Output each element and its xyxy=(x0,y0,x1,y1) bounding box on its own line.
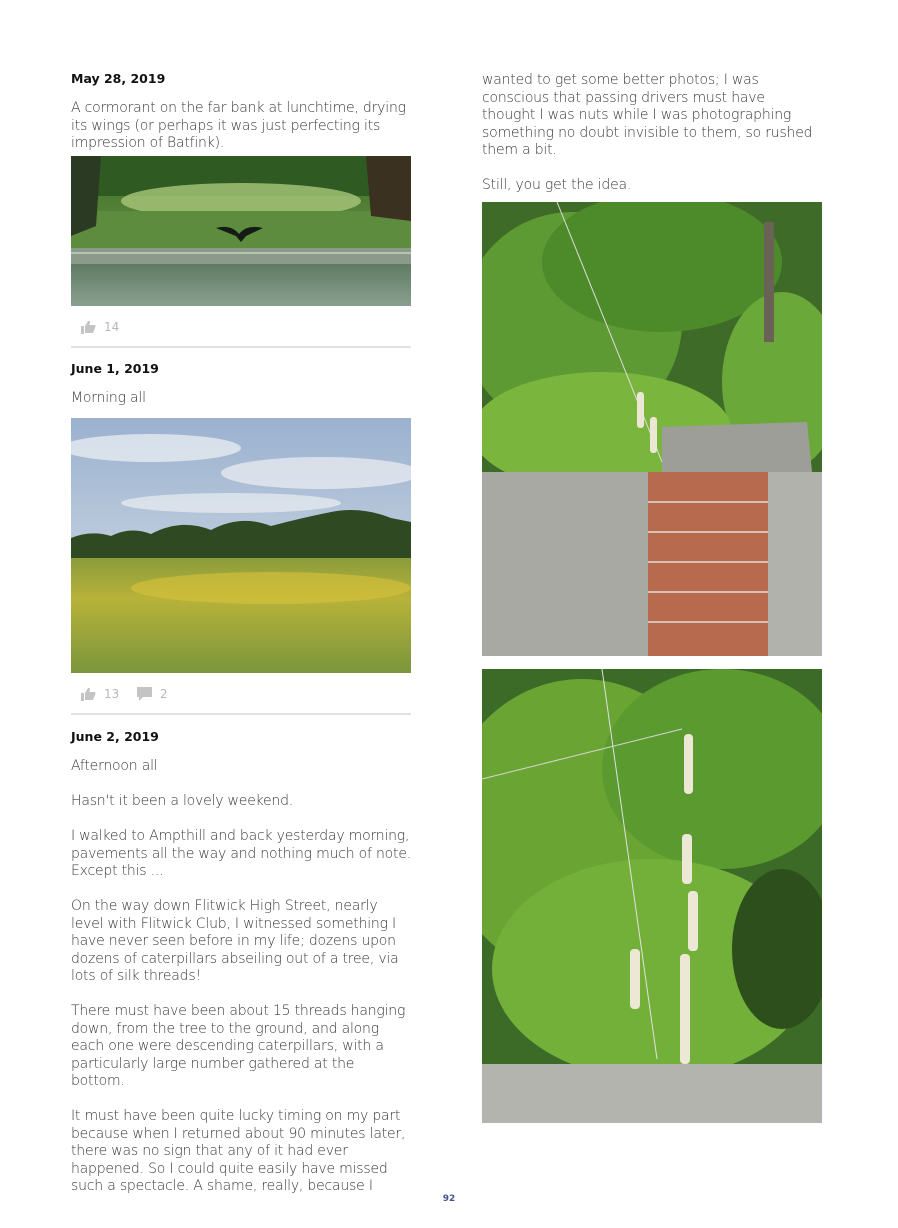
post-text: Still, you get the idea. xyxy=(482,177,632,193)
caterpillar-threads-photo xyxy=(482,669,822,1123)
post-text: wanted to get some better photos; I was conscious that passing drivers must have thought I was nuts while I was photographing something no doubt invisible to them, so rushed them a bit. xyxy=(482,72,813,158)
comment-count[interactable]: 2 xyxy=(137,687,168,701)
right-column xyxy=(482,72,822,1123)
speech-bubble-icon xyxy=(137,687,152,701)
post-text: Morning all xyxy=(71,389,146,406)
post-reactions xyxy=(71,306,411,348)
post-text: On the way down Flitwick High Street, nearly level with Flitwick Club, I witnessed something I have never seen before in my life; dozens upon dozens of caterpillars abseiling out of a tree, via lots of silk threads! xyxy=(71,898,399,984)
thumbs-up-icon xyxy=(81,687,96,701)
meadow-photo xyxy=(71,418,411,673)
post-date: May 28, 2019 xyxy=(71,71,166,86)
page-number: 92 xyxy=(442,1194,456,1204)
post-text: I walked to Ampthill and back yesterday morning, pavements all the way and nothing much of note. Except this ... xyxy=(71,828,411,879)
like-count[interactable]: 13 xyxy=(81,687,119,701)
post-text: There must have been about 15 threads hanging down, from the tree to the ground, and along each one were descending caterpillars, with a particularly large number gathered at the bottom. xyxy=(71,1003,406,1089)
thumbs-up-icon xyxy=(81,320,96,334)
post-reactions xyxy=(71,673,411,715)
left-column xyxy=(71,70,411,1196)
like-count[interactable]: 14 xyxy=(81,320,119,334)
post-text: It must have been quite lucky timing on my part because when I returned about 90 minutes later, there was no sign that any of it had ever happened. So I could quite easily have missed such a spectacle. A shame, really, because I xyxy=(71,1108,406,1194)
post-text: Hasn't it been a lovely weekend. xyxy=(71,793,294,809)
post-text: Afternoon all xyxy=(71,758,158,774)
caterpillar-wall-photo xyxy=(482,202,822,656)
post-date: June 1, 2019 xyxy=(71,360,159,376)
post-text: A cormorant on the far bank at lunchtime, drying its wings (or perhaps it was just perfecting its impression of Batfink). xyxy=(71,100,406,151)
cormorant-photo xyxy=(71,156,411,306)
post-date: June 2, 2019 xyxy=(71,729,159,744)
